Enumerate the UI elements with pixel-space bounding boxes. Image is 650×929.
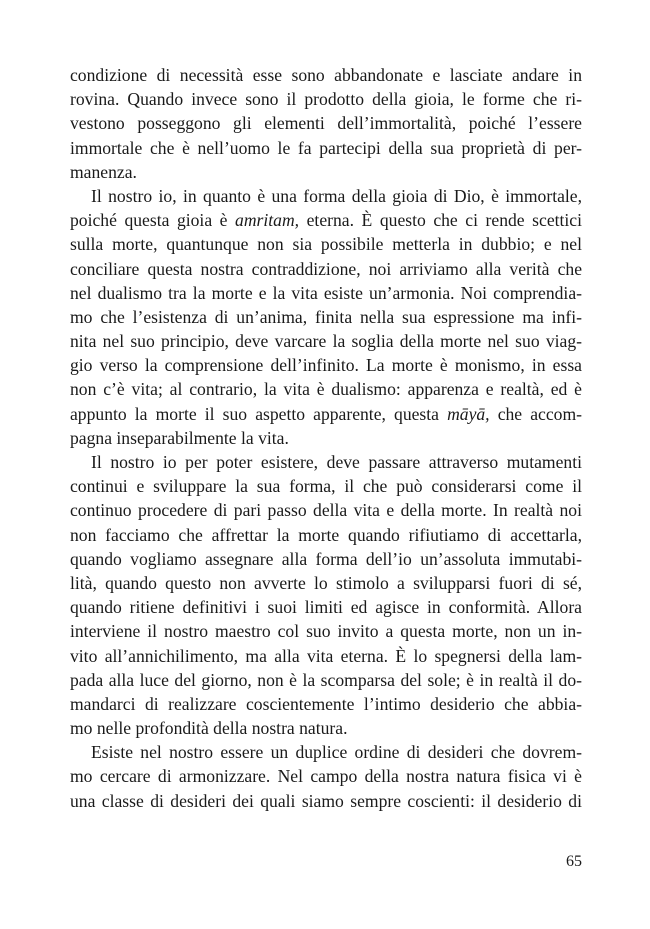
paragraph-2: [70, 184, 582, 450]
paragraph-4: [70, 740, 582, 813]
text-line: continui e sviluppare la sua forma, il che può considerarsi come il: [70, 476, 582, 497]
text-line: conciliare questa nostra contraddizione, noi arriviamo alla verità che: [70, 258, 582, 279]
text-line: [70, 208, 582, 232]
text-line: pagna inseparabilmente la vita.: [70, 427, 289, 448]
text-line: nita nel suo principio, deve varcare la soglia della morte nel suo viag-: [70, 331, 582, 352]
text-line: non facciamo che affrettar la morte quando rifiutiamo di accettarla,: [70, 524, 582, 545]
italic-term-amritam: amritam,: [235, 210, 300, 231]
text-line: gio verso la comprensione dell’infinito. La morte è monismo, in essa: [70, 355, 582, 376]
text-line: [70, 402, 582, 426]
text-line: interviene il nostro maestro col suo invito a questa morte, non un in-: [70, 621, 582, 642]
text-line: rovina. Quando invece sono il prodotto della gioia, le forme che ri-: [70, 89, 582, 110]
text-line: quando ritiene definitivi i suoi limiti ed agisce in conformità. Allora: [70, 597, 582, 618]
text-line: non c’è vita; al contrario, la vita è dualismo: apparenza e realtà, ed è: [70, 379, 582, 400]
text-line: mo nelle profondità della nostra natura.: [70, 718, 348, 739]
text-line: Esiste nel nostro essere un duplice ordine di desideri che dovrem-: [91, 742, 582, 763]
italic-term-maya: māyā,: [447, 403, 490, 424]
text-line: lità, quando questo non avverte lo stimolo a svilupparsi fuori di sé,: [70, 572, 582, 593]
text-line: pada alla luce del giorno, non è la scomparsa del sole; è in realtà il do-: [70, 669, 582, 690]
text-line: condizione di necessità esse sono abbandonate e lasciate andare in: [70, 65, 582, 85]
text-line: manenza.: [70, 161, 137, 182]
text-line: continuo procedere di pari passo della vita e della morte. In realtà noi: [70, 500, 582, 521]
text-line: mo che l’esistenza di un’anima, finita nella sua espressione ma infi-: [70, 306, 582, 327]
text-fragment: appunto la morte il suo aspetto apparente, questa: [70, 403, 448, 424]
text-line: sulla morte, quantunque non sia possibile metterla in dubbio; e nel: [70, 234, 582, 255]
text-fragment: che accom-: [489, 403, 582, 424]
text-line: vito all’annichilimento, ma alla vita eterna. È lo spegnersi della lam-: [70, 645, 582, 666]
paragraph-3: [70, 450, 582, 740]
text-line: quando vogliamo assegnare alla forma dell’io un’assoluta immutabi-: [70, 548, 582, 569]
text-line: una classe di desideri dei quali siamo sempre coscienti: il desiderio di: [70, 790, 582, 811]
page-body: [70, 63, 582, 813]
page-number: 65: [566, 853, 582, 870]
text-line: mo cercare di armonizzare. Nel campo della nostra natura fisica vi è: [70, 766, 582, 787]
text-line: mandarci di realizzare coscientemente l’intimo desiderio che abbia-: [70, 693, 582, 714]
text-line: Il nostro io, in quanto è una forma della gioia di Dio, è immortale,: [91, 185, 582, 206]
paragraph-1: [70, 63, 582, 184]
text-line: immortale che è nell’uomo le fa partecipi della sua proprietà di per-: [70, 137, 582, 158]
text-line: Il nostro io per poter esistere, deve passare attraverso mutamenti: [91, 452, 582, 472]
text-line: nel dualismo tra la morte e la vita esiste un’armonia. Noi comprendia-: [70, 282, 582, 303]
text-fragment: eterna. È questo che ci rende scettici: [299, 210, 582, 231]
text-line: vestono posseggono gli elementi dell’immortalità, poiché l’essere: [70, 113, 582, 134]
text-fragment: poiché questa gioia è: [70, 210, 236, 231]
